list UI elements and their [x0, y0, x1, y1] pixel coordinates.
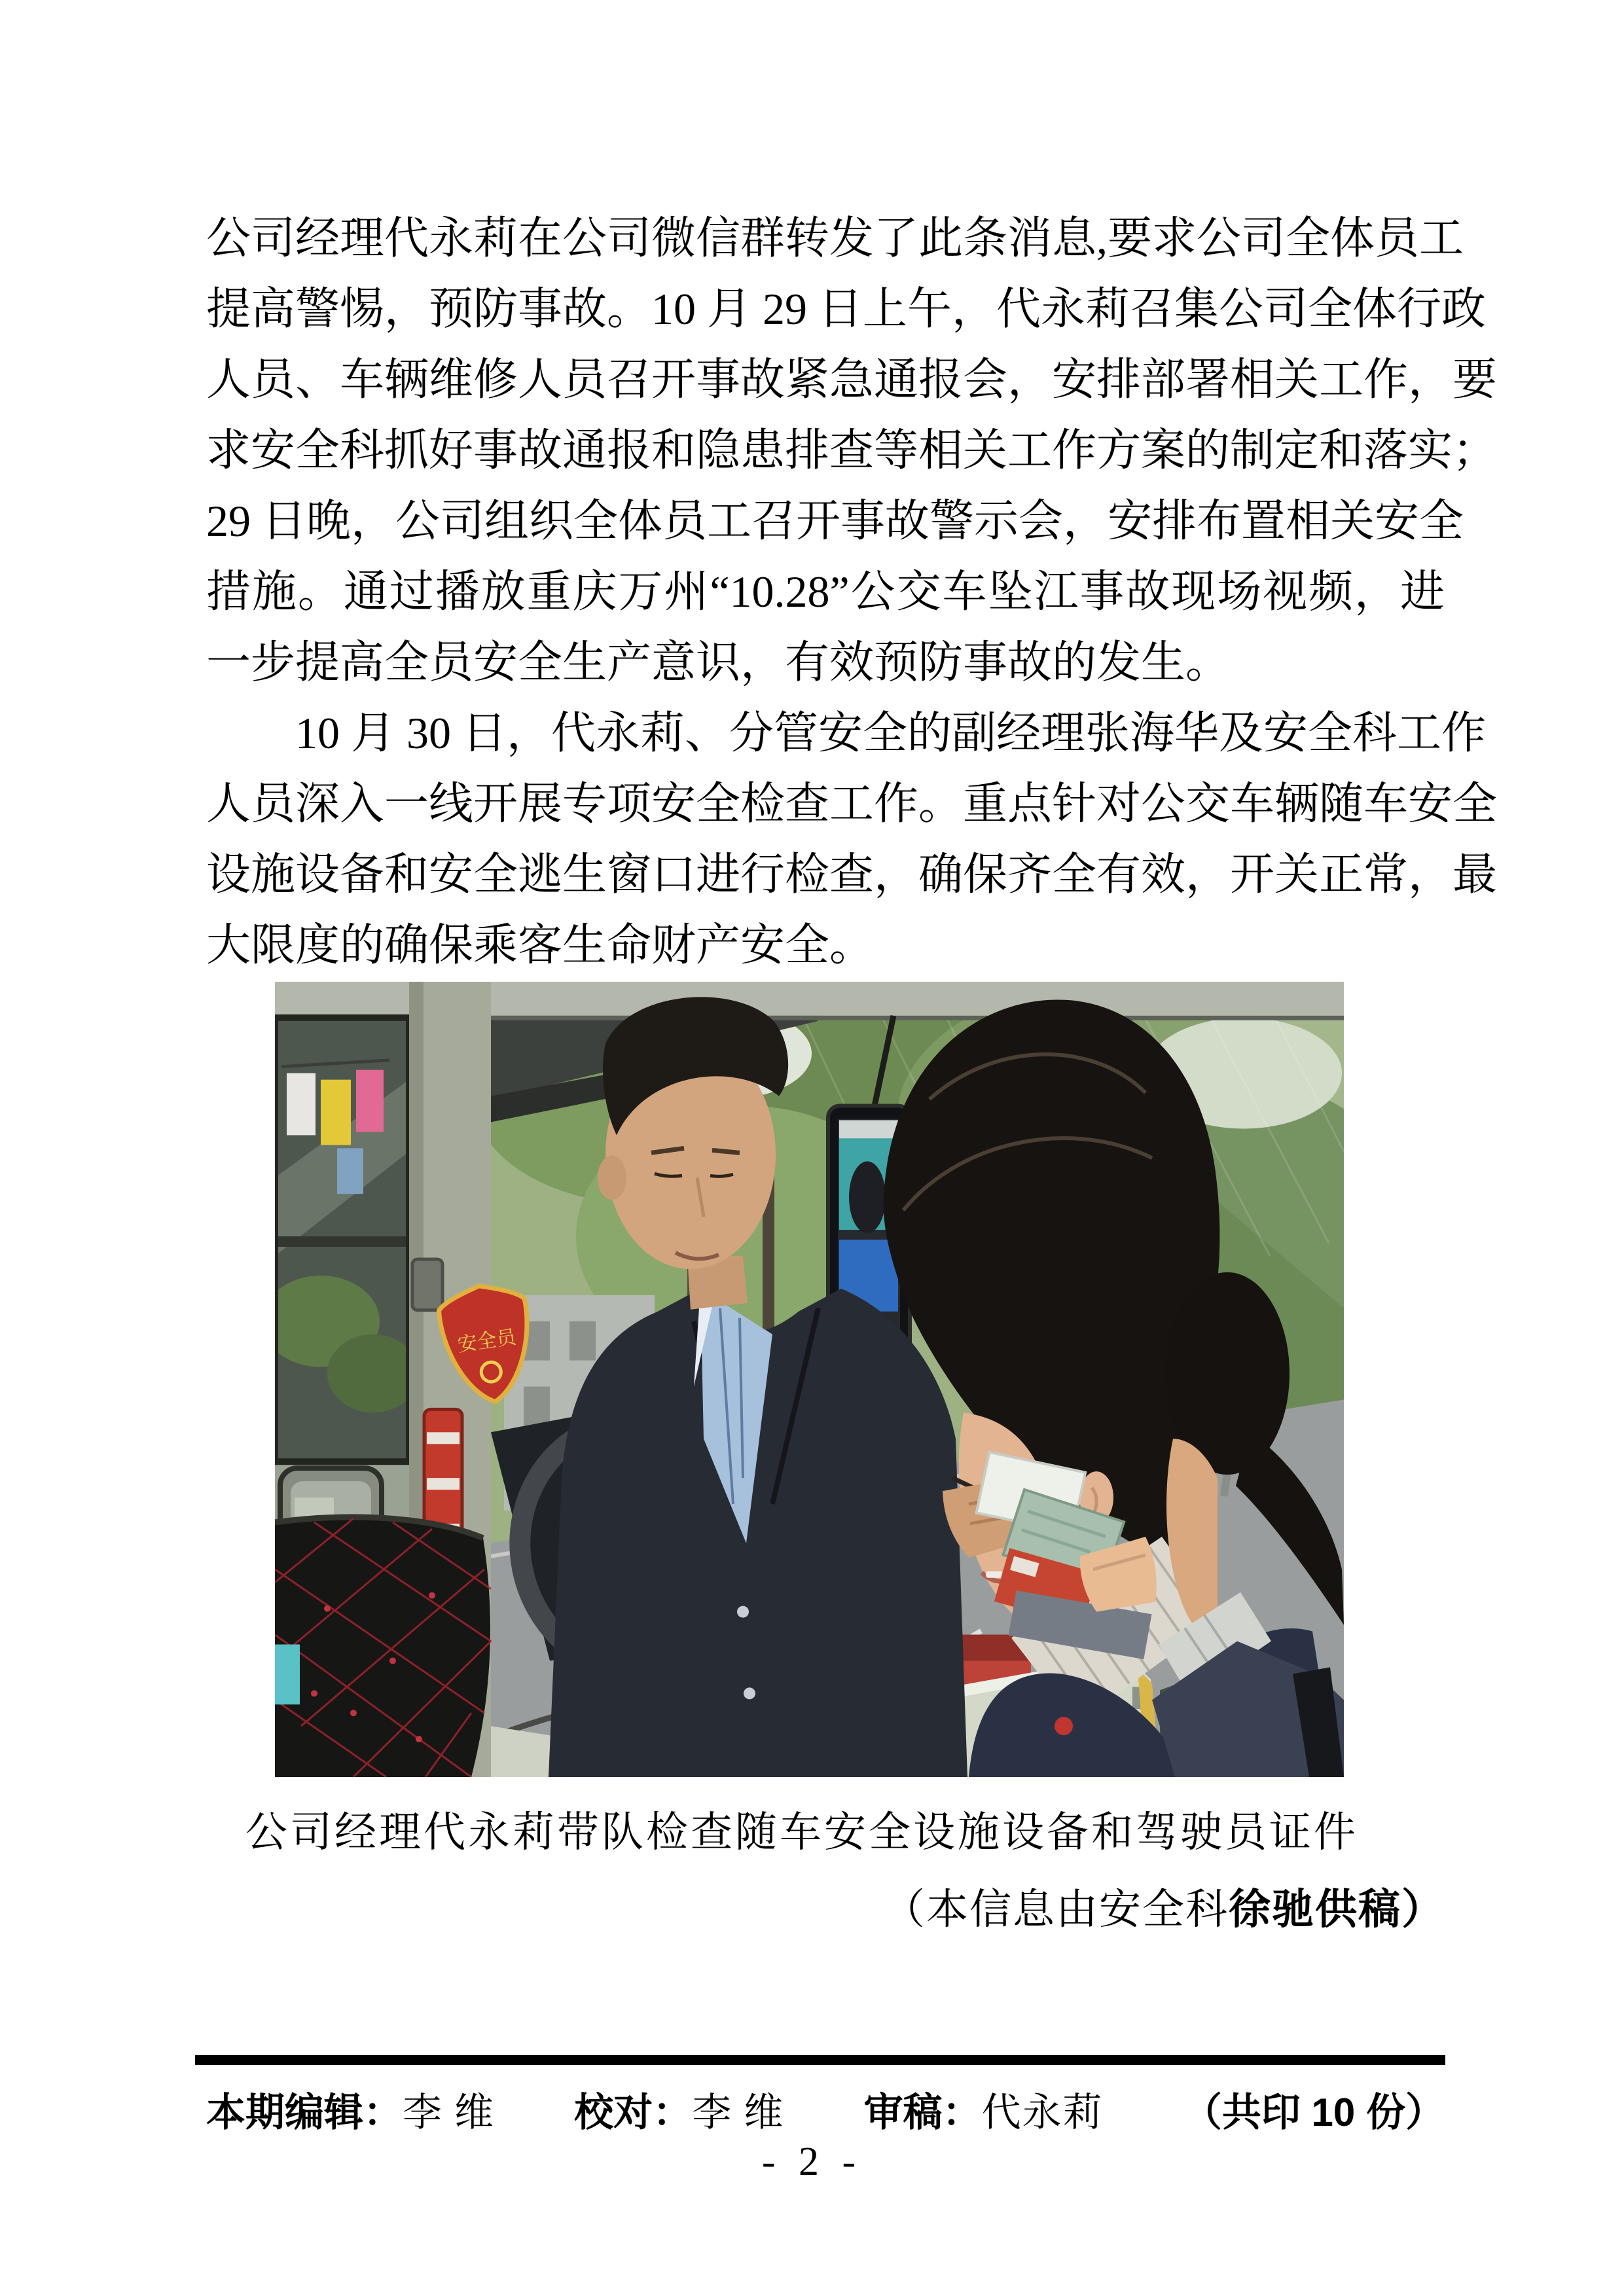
badge-label: 安全员 [456, 1326, 518, 1356]
body-line: 人员深入一线开展专项安全检查工作。重点针对公交车辆随车安全 [206, 779, 1498, 829]
body-line: 10 月 30 日，代永莉、分管安全的副经理张海华及安全科工作 [295, 708, 1487, 758]
footer-reviewer [864, 2081, 1104, 2138]
proofread-name: 李 维 [692, 2091, 785, 2134]
review-label: 审稿： [863, 2090, 982, 2134]
body-line: 人员、车辆维修人员召开事故紧急通报会，安排部署相关工作，要 [206, 355, 1498, 404]
footer-divider [195, 2055, 1445, 2065]
door-window [275, 1018, 419, 1462]
page-number: - 2 - [761, 2140, 863, 2184]
bus-interior-illustration [275, 982, 1344, 1777]
article-body [206, 203, 1498, 980]
editor-name: 李 维 [403, 2091, 495, 2134]
body-line: 设施设备和安全逃生窗口进行检查，确保齐全有效，开关正常，最 [206, 850, 1498, 899]
proofread-label: 校对： [574, 2090, 693, 2134]
attribution-contributor: 徐驰供稿 [1229, 1886, 1401, 1933]
footer-credits [206, 2081, 1445, 2138]
attribution-suffix: ） [1401, 1886, 1445, 1933]
attribution-prefix: （本信息由安全科 [883, 1886, 1229, 1933]
footer-proofreader [574, 2081, 784, 2138]
body-line: 29 日晚，公司组织全体员工召开事故警示会，安排布置相关安全 [206, 496, 1464, 546]
driver-seat [275, 1517, 491, 1777]
footer-editor [206, 2081, 495, 2138]
photo-bus-inspection [275, 982, 1344, 1777]
body-line: 一步提高全员安全生产意识，有效预防事故的发生。 [206, 637, 1231, 687]
body-line: 提高警惕，预防事故。10 月 29 日上午，代永莉召集公司全体行政 [206, 284, 1487, 334]
body-line: 求安全科抓好事故通报和隐患排查等相关工作方案的制定和落实； [206, 425, 1498, 475]
footer-copies: （共印 10 份） [1182, 2090, 1445, 2134]
photo-caption: 公司经理代永莉带队检查随车安全设施设备和驾驶员证件 [245, 1809, 1358, 1856]
editor-label: 本期编辑： [206, 2090, 403, 2134]
body-line: 措施。通过播放重庆万州“10.28”公交车坠江事故现场视频，进 [206, 567, 1445, 617]
body-line: 公司经理代永莉在公司微信群转发了此条消息,要求公司全体员工 [206, 213, 1464, 263]
review-name: 代永莉 [981, 2091, 1104, 2134]
attribution-line [206, 1876, 1445, 1936]
lapel-pin [1055, 1717, 1073, 1735]
body-line: 大限度的确保乘客生命财产安全。 [206, 920, 875, 970]
